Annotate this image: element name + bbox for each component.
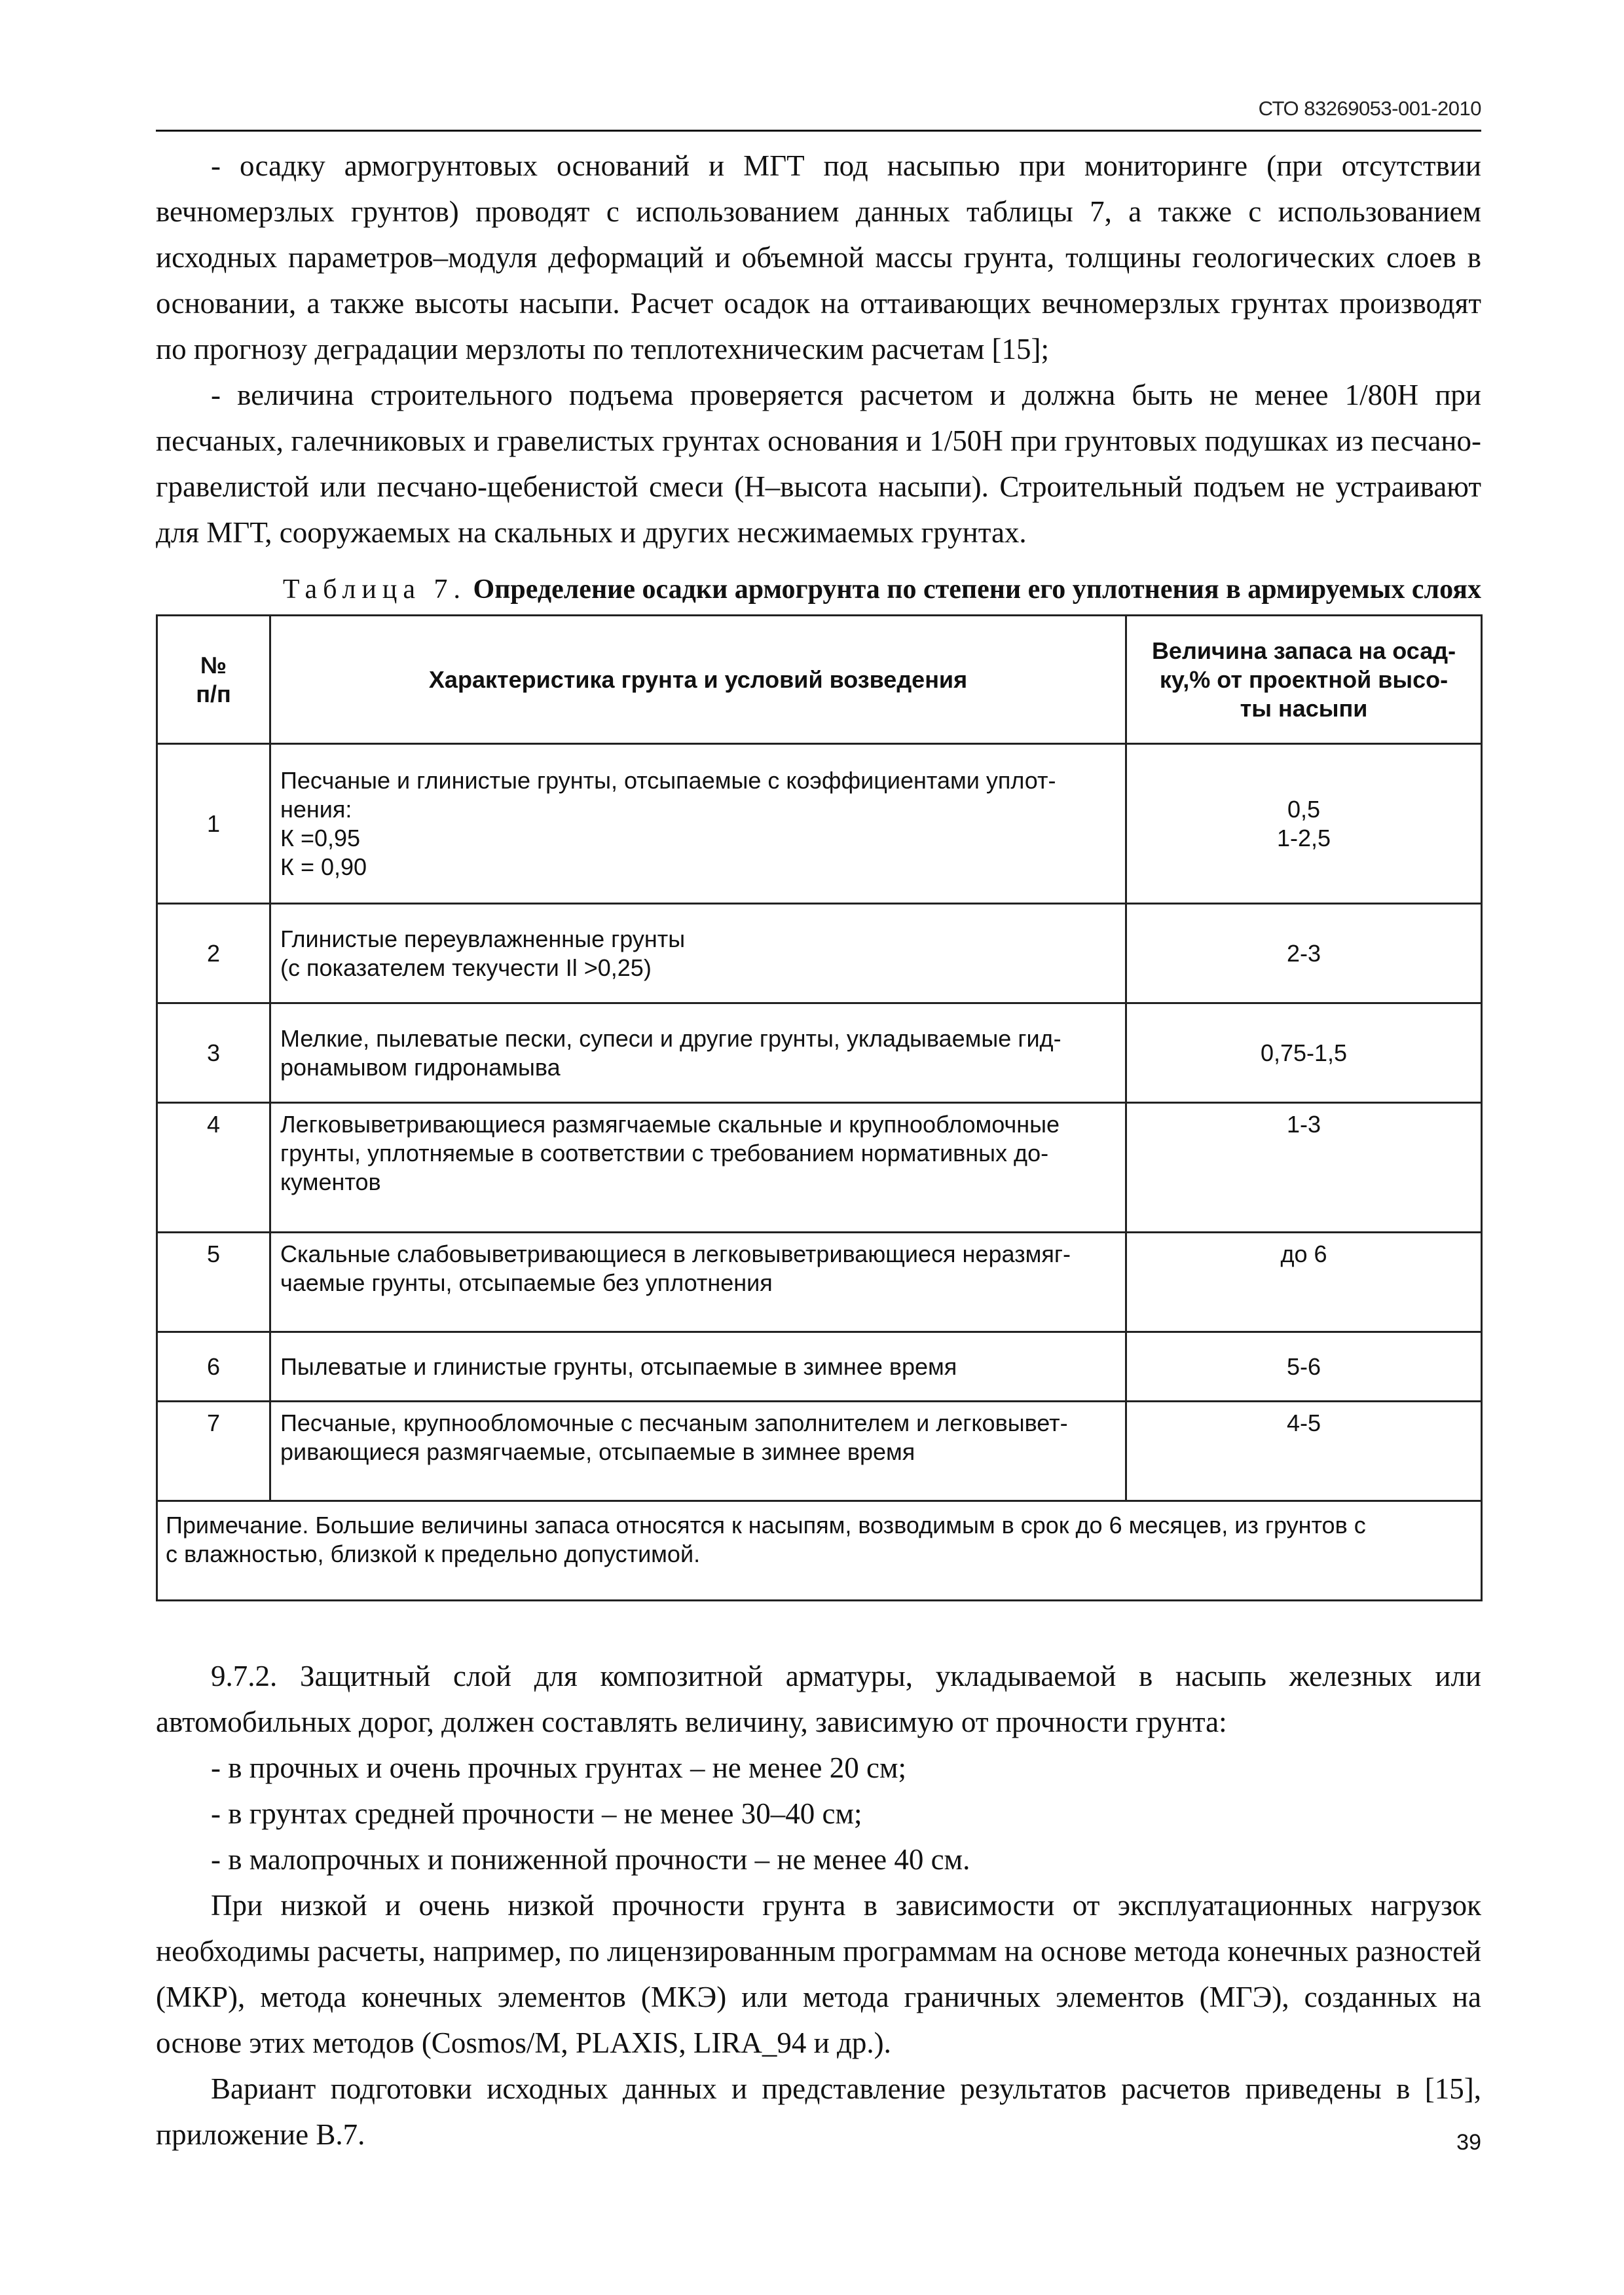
row-val: 5-6 [1126,1332,1482,1402]
section-list-item: - в малопрочных и пониженной прочности – не менее 40 см. [211,1843,970,1876]
row-desc: Мелкие, пылеватые пески, супеси и другие грунты, укладываемые гид- ронамывом гидронамыва [270,1003,1126,1103]
row-desc: Песчаные, крупнообломочные с песчаным заполнителем и легковывет- ривающиеся размягчаемые, отсыпаемые в зимнее время [270,1402,1126,1501]
table-row [157,744,1482,904]
row-val: до 6 [1126,1233,1482,1332]
table-header-row [157,616,1482,744]
intro-paragraph-2: - величина строительного подъема проверяется расчетом и должна быть не менее 1/80H при песчаных, галечниковых и гравелистых грунтах основания и 1/50H при грунтовых подушках из песчано-гравелистой или песчано-щебенистой смеси (H–высота насыпи). Строительный подъем не устраивают для МГТ, сооружаемых на скальных и других несжимаемых грунтах. [156,379,1481,549]
row-num: 4 [157,1103,270,1233]
row-val: 2-3 [1126,904,1482,1003]
section-text [156,1653,1481,2157]
header-val: Величина запаса на осад- ку,% от проектной высо- ты насыпи [1126,616,1482,744]
table-row [157,1233,1482,1332]
table-caption-title: Определение осадки армогрунта по степени его уплотнения в армируемых слоях [473,574,1481,605]
row-num: 3 [157,1003,270,1103]
table-note-row [157,1501,1482,1601]
table-row [157,1402,1482,1501]
row-val: 4-5 [1126,1402,1482,1501]
table-caption-label: Таблица 7. [282,574,467,605]
row-num: 5 [157,1233,270,1332]
row-val: 0,5 1-2,5 [1126,744,1482,904]
header-rule [156,130,1481,132]
row-desc: Легковыветривающиеся размягчаемые скальные и крупнообломочные грунты, уплотняемые в соответствии с требованием нормативных до- кументов [270,1103,1126,1233]
row-desc: Пылеватые и глинистые грунты, отсыпаемые в зимнее время [270,1332,1126,1402]
row-num: 1 [157,744,270,904]
page-number: 39 [1456,2130,1481,2155]
row-desc: Песчаные и глинистые грунты, отсыпаемые с коэффициентами уплот- нения: К =0,95 К = 0,90 [270,744,1126,904]
row-num: 2 [157,904,270,1003]
header-desc: Характеристика грунта и условий возведения [270,616,1126,744]
row-val: 0,75-1,5 [1126,1003,1482,1103]
intro-paragraph-1: - осадку армогрунтовых оснований и МГТ под насыпью при мониторинге (при отсутствии вечномерзлых грунтов) проводят с использованием данных таблицы 7, а также с использованием исходных параметров–модуля деформаций и объемной массы грунта, толщины геологических слоев в основании, а также высоты насыпи. Расчет осадок на оттаивающих вечномерзлых грунтах производят по прогнозу деградации мерзлоты по теплотехническим расчетам [15]; [156,149,1481,365]
settlement-table [156,614,1483,1601]
intro-text [156,143,1481,555]
row-num: 6 [157,1332,270,1402]
row-val: 1-3 [1126,1103,1482,1233]
table-row [157,1332,1482,1402]
row-desc: Скальные слабовыветривающиеся в легковыветривающиеся неразмяг- чаемые грунты, отсыпаемые без уплотнения [270,1233,1126,1332]
row-desc: Глинистые переувлажненные грунты (с показателем текучести Il >0,25) [270,904,1126,1003]
section-list-item: - в прочных и очень прочных грунтах – не менее 20 см; [211,1751,906,1784]
section-paragraph: При низкой и очень низкой прочности грунта в зависимости от эксплуатационных нагрузок необходимы расчеты, например, по лицензированным программам на основе метода конечных разностей (МКР), метода конечных элементов (МКЭ) или метода граничных элементов (МГЭ), созданных на основе этих методов (Cosmos/M, PLAXIS, LIRA_94 и др.). [156,1889,1481,2059]
table-row [157,1103,1482,1233]
section-list-item: - в грунтах средней прочности – не менее 30–40 см; [211,1797,862,1830]
section-paragraph: 9.7.2. Защитный слой для композитной арматуры, укладываемой в насыпь железных или автомобильных дорог, должен составлять величину, зависимую от прочности грунта: [156,1660,1481,1738]
table-caption [156,571,1481,608]
table-note: Примечание. Большие величины запаса относятся к насыпям, возводимым в срок до 6 месяцев, из грунтов с с влажностью, близкой к предельно допустимой. [157,1501,1482,1601]
document-code: СТО 83269053-001-2010 [1258,97,1481,120]
row-num: 7 [157,1402,270,1501]
section-paragraph: Вариант подготовки исходных данных и представление результатов расчетов приведены в [15], приложение В.7. [156,2072,1481,2151]
table-row [157,904,1482,1003]
header-num: № п/п [157,616,270,744]
table-row [157,1003,1482,1103]
